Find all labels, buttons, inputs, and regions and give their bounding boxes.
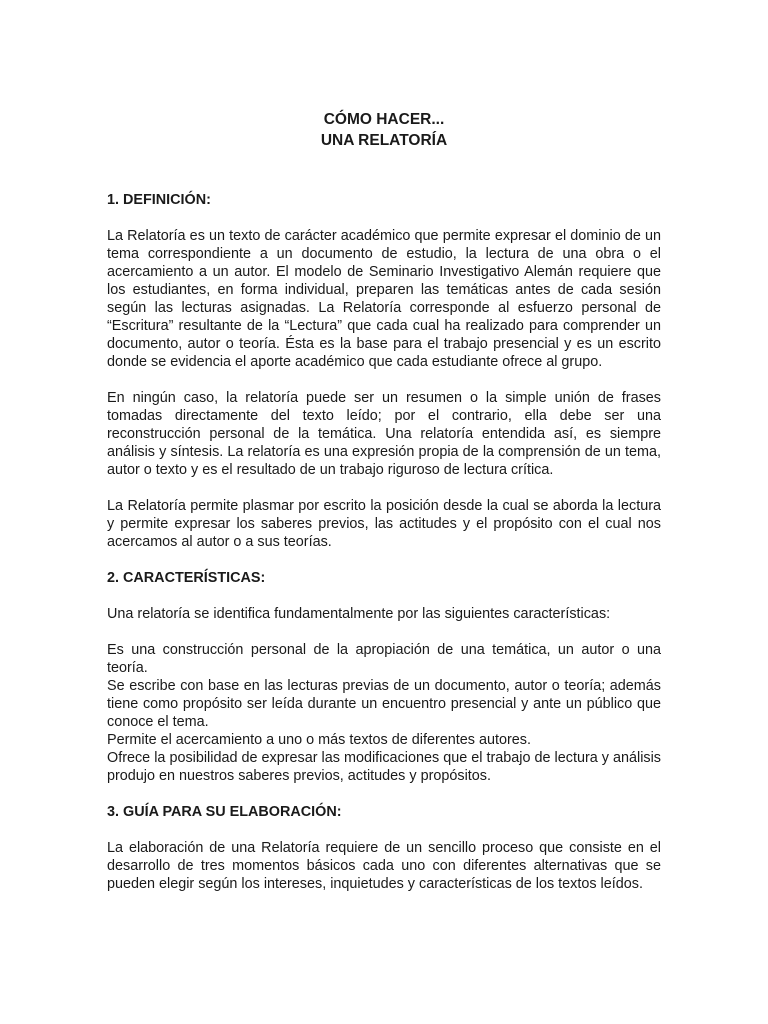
title-line-1: CÓMO HACER... xyxy=(323,111,445,128)
section-heading-caracteristicas: 2. CARACTERÍSTICAS: xyxy=(107,570,266,586)
definicion-paragraph-2: En ningún caso, la relatoría puede ser un resumen o la simple unión de frases tomadas directamente del texto leído; por el contrario, ella debe ser una reconstrucción personal de la temática. Una relatoría entendida así, es siempre análisis y síntesis. La relatoría es una expresión propia de la comprensión de un tema, autor o texto y es el resultado de un trabajo riguroso de lectura crítica. xyxy=(107,390,661,478)
section-heading-guia: 3. GUÍA PARA SU ELABORACIÓN: xyxy=(107,804,342,820)
caracteristicas-item-2: Se escribe con base en las lecturas previas de un documento, autor o teoría; además tiene como propósito ser leída durante un encuentro presencial y ante un público que conoce el tema. xyxy=(107,678,661,730)
document-title xyxy=(0,109,768,151)
caracteristicas-item-3: Permite el acercamiento a uno o más textos de diferentes autores. xyxy=(107,732,531,748)
caracteristicas-intro: Una relatoría se identifica fundamentalmente por las siguientes características: xyxy=(107,606,611,622)
document-body xyxy=(107,191,661,893)
guia-paragraph-1: La elaboración de una Relatoría requiere de un sencillo proceso que consiste en el desarrollo de tres momentos básicos cada uno con diferentes alternativas que se pueden elegir según los intereses, inquietudes y características de los textos leídos. xyxy=(107,840,661,892)
caracteristicas-item-4: Ofrece la posibilidad de expresar las modificaciones que el trabajo de lectura y análisis produjo en nuestros saberes previos, actitudes y propósitos. xyxy=(107,750,661,784)
title-line-2: UNA RELATORÍA xyxy=(320,132,448,149)
section-heading-definicion: 1. DEFINICIÓN: xyxy=(107,192,211,208)
caracteristicas-item-1: Es una construcción personal de la apropiación de una temática, un autor o una teoría. xyxy=(107,642,661,676)
definicion-paragraph-1: La Relatoría es un texto de carácter académico que permite expresar el dominio de un tema correspondiente a un documento de estudio, la lectura de una obra o el acercamiento a un autor. El modelo de Seminario Investigativo Alemán requiere que los estudiantes, en forma individual, preparen las temáticas antes de cada sesión según las lecturas asignadas. La Relatoría corresponde al esfuerzo personal de “Escritura” resultante de la “Lectura” que cada cual ha realizado para comprender un documento, autor o teoría. Ésta es la base para el trabajo presencial y es un escrito donde se evidencia el aporte académico que cada estudiante ofrece al grupo. xyxy=(107,228,661,370)
definicion-paragraph-3: La Relatoría permite plasmar por escrito la posición desde la cual se aborda la lectura y permite expresar los saberes previos, las actitudes y el propósito con el cual nos acercamos al autor o a sus teorías. xyxy=(107,498,661,550)
